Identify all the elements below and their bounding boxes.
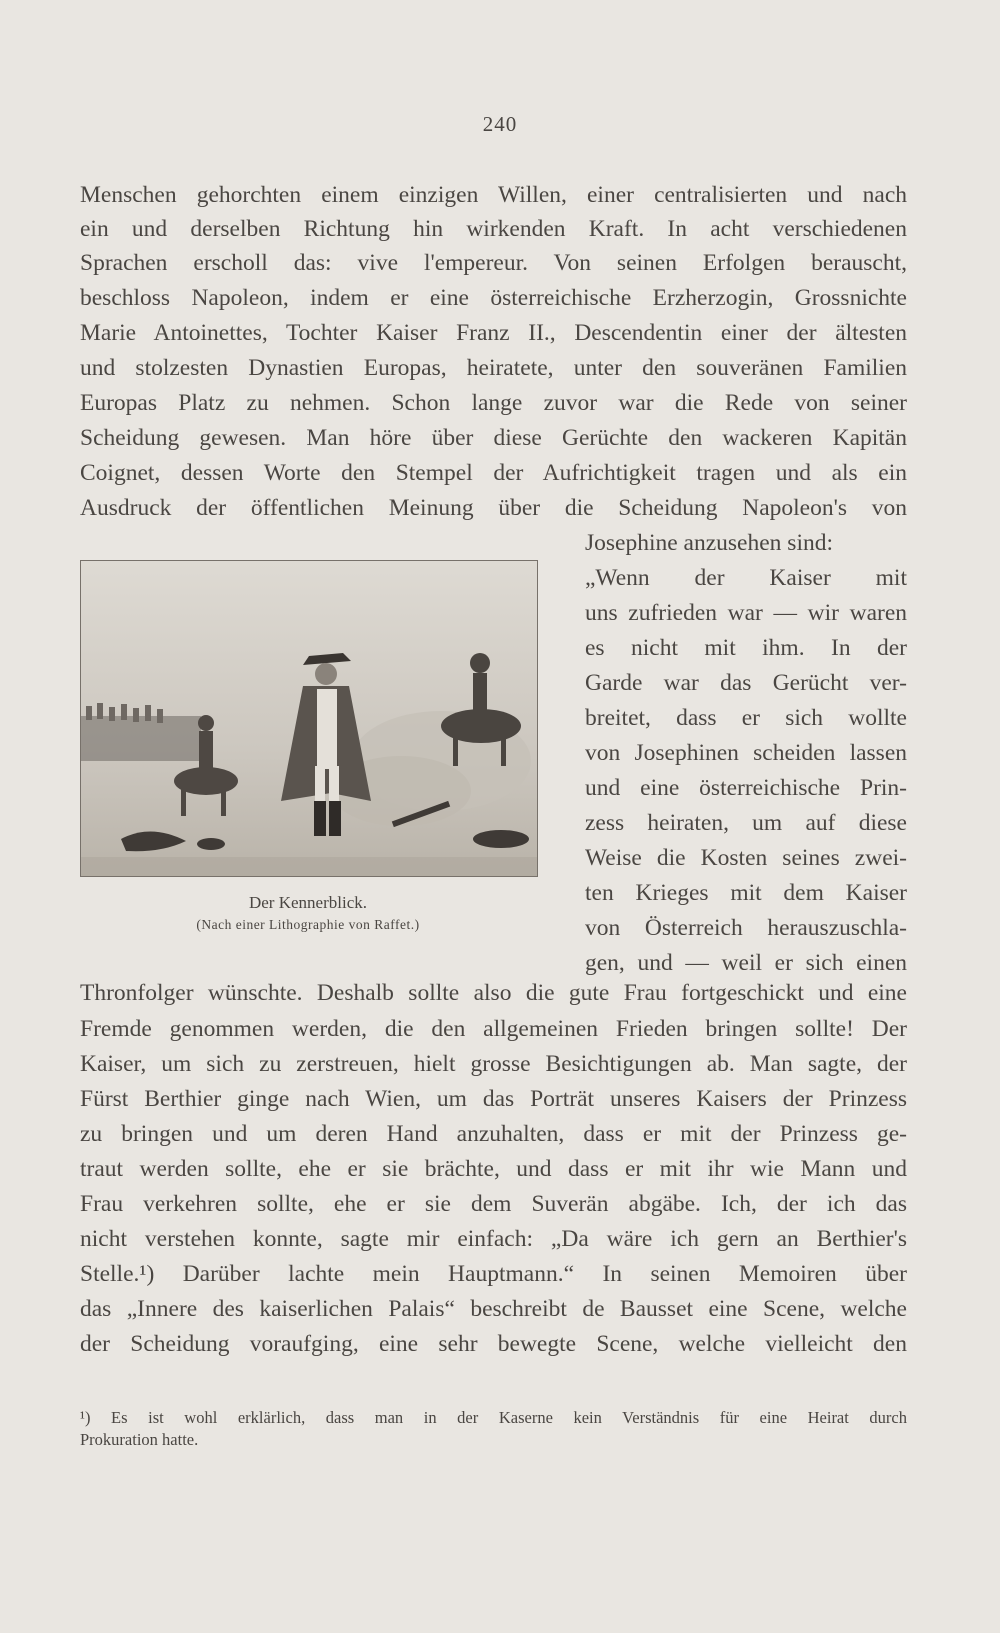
body-line: traut werden sollte, ehe er sie brächte, und dass er mit ihr wie Mann und bbox=[80, 1156, 907, 1182]
body-line: Marie Antoinettes, Tochter Kaiser Franz II., Descendentin einer der ältesten bbox=[80, 320, 907, 346]
illustration bbox=[80, 560, 538, 877]
body-line: zu bringen und um deren Hand anzuhalten, dass er mit der Prinzess ge- bbox=[80, 1121, 907, 1147]
body-line-narrow: von Österreich herauszuschla- bbox=[585, 915, 907, 941]
body-line: Kaiser, um sich zu zerstreuen, hielt grosse Besichtigungen ab. Man sagte, der bbox=[80, 1051, 907, 1077]
page-number: 240 bbox=[482, 112, 518, 136]
body-line-narrow: Garde war das Gerücht ver- bbox=[585, 670, 907, 696]
body-line-narrow: von Josephinen scheiden lassen bbox=[585, 740, 907, 766]
body-line: Stelle.¹) Darüber lachte mein Hauptmann.“ In seinen Memoiren über bbox=[80, 1261, 907, 1287]
body-line: Ausdruck der öffentlichen Meinung über die Scheidung Napoleon's von bbox=[80, 495, 907, 521]
body-line-narrow: und eine österreichische Prin- bbox=[585, 775, 907, 801]
body-line-narrow: ten Krieges mit dem Kaiser bbox=[585, 880, 907, 906]
body-line: Sprachen erscholl das: vive l'empereur. Von seinen Erfolgen berauscht, bbox=[80, 250, 907, 276]
body-line-narrow: Josephine anzusehen sind: bbox=[585, 530, 834, 556]
body-line: Menschen gehorchten einem einzigen Willen, einer centralisierten und nach bbox=[80, 182, 907, 208]
body-line: Scheidung gewesen. Man höre über diese Gerüchte den wackeren Kapitän bbox=[80, 425, 907, 451]
body-line: Fremde genommen werden, die den allgemeinen Frieden bringen sollte! Der bbox=[80, 1016, 907, 1042]
body-line: Frau verkehren sollte, ehe er sie dem Suverän abgäbe. Ich, der ich das bbox=[80, 1191, 907, 1217]
footnote-line: ¹) Es ist wohl erklärlich, dass man in der Kaserne kein Verständnis für eine Heirat durch bbox=[80, 1408, 907, 1427]
body-line-narrow: breitet, dass er sich wollte bbox=[585, 705, 907, 731]
body-line: Thronfolger wünschte. Deshalb sollte also die gute Frau fortgeschickt und eine bbox=[80, 980, 907, 1006]
body-line-narrow: Weise die Kosten seines zwei- bbox=[585, 845, 907, 871]
body-line: Coignet, dessen Worte den Stempel der Aufrichtigkeit tragen und als ein bbox=[80, 460, 907, 486]
body-line-narrow: uns zufrieden war — wir waren bbox=[585, 600, 907, 626]
figure-caption-credit: (Nach einer Lithographie von Raffet.) bbox=[196, 917, 420, 932]
body-line-narrow: es nicht mit ihm. In der bbox=[585, 635, 907, 661]
body-line: beschloss Napoleon, indem er eine österreichische Erzherzogin, Grossnichte bbox=[80, 285, 907, 311]
lithograph-napoleon-icon bbox=[81, 561, 537, 876]
body-line: Europas Platz zu nehmen. Schon lange zuvor war die Rede von seiner bbox=[80, 390, 907, 416]
body-line-narrow: gen, und — weil er sich einen bbox=[585, 950, 907, 976]
footnote-line: Prokuration hatte. bbox=[80, 1430, 199, 1449]
body-line: ein und derselben Richtung hin wirkenden Kraft. In acht verschiedenen bbox=[80, 216, 907, 242]
body-line: und stolzesten Dynastien Europas, heiratete, unter den souveränen Familien bbox=[80, 355, 907, 381]
body-line: der Scheidung voraufging, eine sehr bewegte Scene, welche vielleicht den bbox=[80, 1331, 907, 1357]
body-line-narrow: „Wenn der Kaiser mit bbox=[585, 565, 907, 591]
body-line-narrow: zess heiraten, um auf diese bbox=[585, 810, 907, 836]
body-line: nicht verstehen konnte, sagte mir einfach: „Da wäre ich gern an Berthier's bbox=[80, 1226, 907, 1252]
body-line: Fürst Berthier ginge nach Wien, um das Porträt unseres Kaisers der Prinzess bbox=[80, 1086, 907, 1112]
body-line: das „Innere des kaiserlichen Palais“ beschreibt de Bausset eine Scene, welche bbox=[80, 1296, 907, 1322]
figure-caption-title: Der Kennerblick. bbox=[248, 893, 367, 912]
